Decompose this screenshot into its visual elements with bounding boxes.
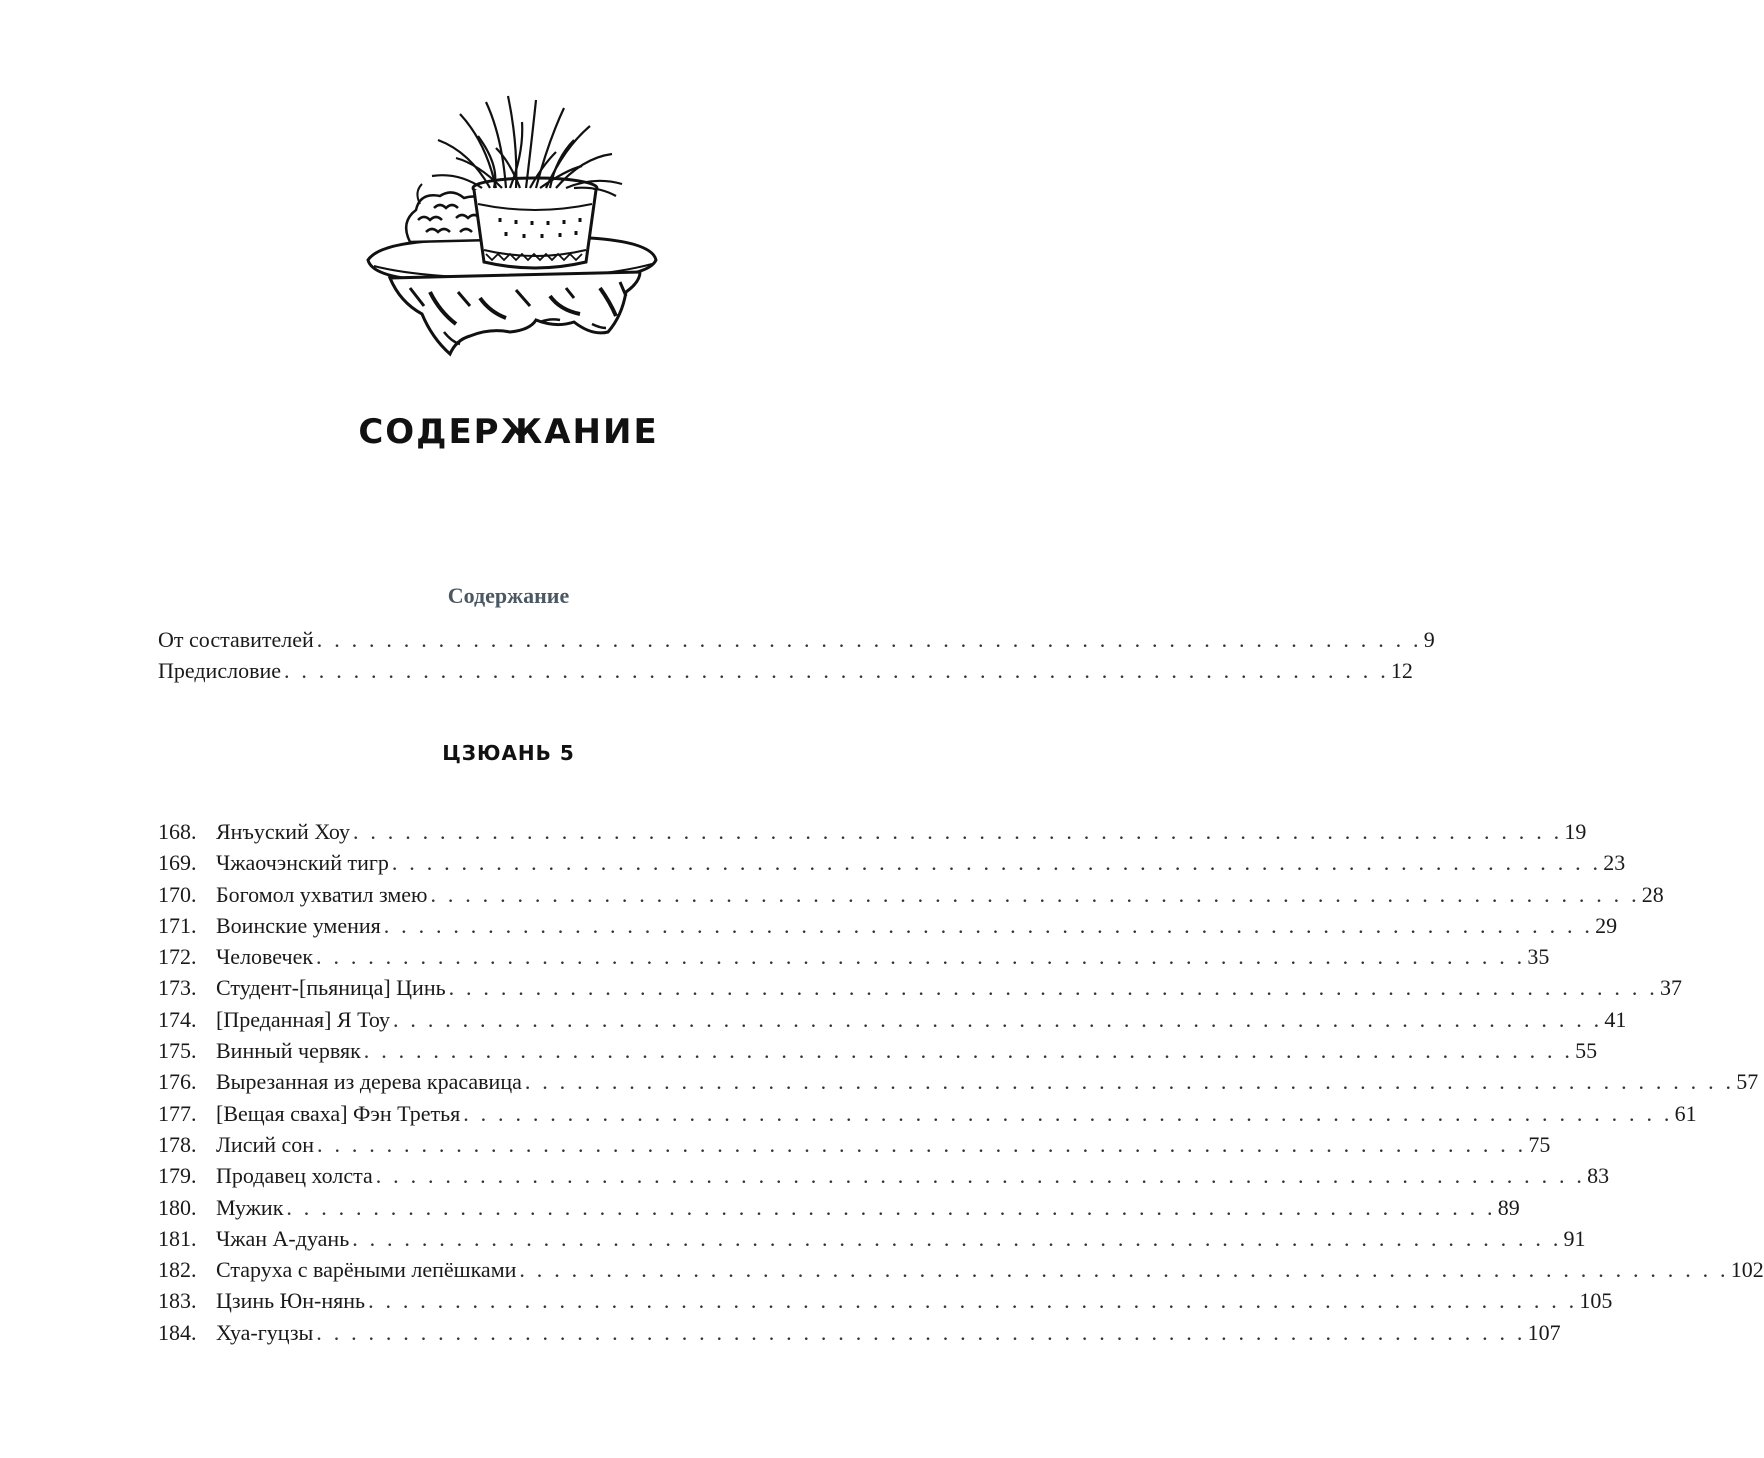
entry-page: 37 <box>1659 975 1682 1001</box>
entry-page: 28 <box>1641 881 1664 907</box>
entry-page: 89 <box>1497 1194 1520 1220</box>
dot-leader: . . . . . . . . . . . . . . . . . . . . . . . . . . . . . . . . . . . . . . . . . . . . . . . . . . . . . . . . . . . . . . . . . . . . . . <box>524 1069 1735 1095</box>
entry-page: 41 <box>1604 1006 1627 1032</box>
entry-title: Вырезанная из дерева красавица <box>216 1069 522 1095</box>
entry-number: 174. <box>158 1006 197 1032</box>
toc-entry[interactable] <box>158 816 1587 847</box>
entry-number: 182. <box>158 1257 197 1283</box>
toc-entry[interactable] <box>158 624 1435 655</box>
dot-leader: . . . . . . . . . . . . . . . . . . . . . . . . . . . . . . . . . . . . . . . . . . . . . . . . . . . . . . . . . . . . . . . . . . . . . . <box>448 975 1658 1001</box>
entry-number: 169. <box>158 850 197 876</box>
page-title: СОДЕРЖАНИЕ <box>358 412 659 452</box>
toc-entry[interactable] <box>158 1129 1551 1160</box>
dot-leader: . . . . . . . . . . . . . . . . . . . . . . . . . . . . . . . . . . . . . . . . . . . . . . . . . . . . . . . . . . . . . . . . . . . . . . <box>316 944 1526 970</box>
dot-leader: . . . . . . . . . . . . . . . . . . . . . . . . . . . . . . . . . . . . . . . . . . . . . . . . . . . . . . . . . . . . . . . . <box>316 627 1422 652</box>
entry-page: 91 <box>1563 1225 1586 1251</box>
entry-title: Янъуский Хоу <box>216 819 350 844</box>
entry-title: Лисий сон <box>216 1131 315 1157</box>
entry-title: [Преданная] Я Тоу <box>216 1006 391 1032</box>
entry-title: Продавец холста <box>216 1163 373 1189</box>
dot-leader: . . . . . . . . . . . . . . . . . . . . . . . . . . . . . . . . . . . . . . . . . . . . . . . . . . . . . . . . . . . . . . . . . . . . . . <box>368 1288 1578 1314</box>
entry-page: 61 <box>1674 1100 1697 1126</box>
dot-leader: . . . . . . . . . . . . . . . . . . . . . . . . . . . . . . . . . . . . . . . . . . . . . . . . . . . . . . . . . . . . . . . . . . . . . . <box>430 881 1640 907</box>
entry-title: Хуа-гуцзы <box>216 1319 314 1345</box>
toc-entry[interactable] <box>158 1004 1627 1035</box>
dot-leader: . . . . . . . . . . . . . . . . . . . . . . . . . . . . . . . . . . . . . . . . . . . . . . . . . . . . . . . . . . . . . . . . . . . . . . <box>393 1006 1603 1032</box>
entry-number: 176. <box>158 1069 197 1095</box>
dot-leader: . . . . . . . . . . . . . . . . . . . . . . . . . . . . . . . . . . . . . . . . . . . . . . . . . . . . . . . . . . . . . . . . . . . . . . <box>391 850 1602 876</box>
entry-title: [Вещая сваха] Фэн Третья <box>216 1100 461 1126</box>
entry-number: 183. <box>158 1288 197 1314</box>
entry-title: Мужик <box>216 1194 284 1220</box>
entry-number: 175. <box>158 1038 197 1064</box>
entry-title: Чжан А-дуань <box>216 1225 350 1251</box>
toc-entry[interactable] <box>158 655 1413 686</box>
entry-title: Чжаочэнский тигр <box>216 850 389 876</box>
entry-title: Студент-[пьяница] Цинь <box>216 975 446 1001</box>
dot-leader: . . . . . . . . . . . . . . . . . . . . . . . . . . . . . . . . . . . . . . . . . . . . . . . . . . . . . . . . . . . . . . . . . . . . . . <box>363 1038 1574 1064</box>
entry-number: 168. <box>158 819 197 844</box>
flower-pot <box>473 178 597 268</box>
toc-entry[interactable] <box>158 1254 1764 1285</box>
toc-entry[interactable] <box>158 1160 1610 1191</box>
entry-page: 75 <box>1528 1131 1551 1157</box>
entry-page: 12 <box>1390 658 1413 684</box>
entry-page: 9 <box>1423 627 1435 652</box>
front-matter-list <box>158 624 1435 687</box>
entry-number: 181. <box>158 1225 197 1251</box>
entry-number: 172. <box>158 944 197 970</box>
entry-number: 178. <box>158 1131 197 1157</box>
entry-number: 179. <box>158 1163 197 1189</box>
toc-entry[interactable] <box>158 941 1550 972</box>
toc-entries-list <box>158 816 1764 1348</box>
dot-leader: . . . . . . . . . . . . . . . . . . . . . . . . . . . . . . . . . . . . . . . . . . . . . . . . . . . . . . . . . . . . . . . . . . . . . . <box>383 912 1594 938</box>
dot-leader: . . . . . . . . . . . . . . . . . . . . . . . . . . . . . . . . . . . . . . . . . . . . . . . . . . . . . . . . . . . . . . . . . . . . . . <box>352 1225 1562 1251</box>
dot-leader: . . . . . . . . . . . . . . . . . . . . . . . . . . . . . . . . . . . . . . . . . . . . . . . . . . . . . . . . . . . . . . . . . . . . . . <box>519 1257 1729 1283</box>
toc-entry[interactable] <box>158 879 1664 910</box>
entry-number: 173. <box>158 975 197 1001</box>
toc-entry[interactable] <box>158 910 1618 941</box>
entry-title: Предисловие <box>158 658 281 684</box>
entry-number: 170. <box>158 881 197 907</box>
entry-page: 29 <box>1595 912 1618 938</box>
toc-entry[interactable] <box>158 1223 1586 1254</box>
entry-page: 105 <box>1579 1288 1613 1314</box>
toc-entry[interactable] <box>158 1098 1697 1129</box>
entry-number: 177. <box>158 1100 197 1126</box>
entry-page: 19 <box>1564 819 1587 844</box>
entry-number: 171. <box>158 912 197 938</box>
potted-plant-illustration <box>360 92 660 362</box>
dot-leader: . . . . . . . . . . . . . . . . . . . . . . . . . . . . . . . . . . . . . . . . . . . . . . . . . . . . . . . . . . . . . . . . . . . . . . <box>317 1131 1527 1157</box>
dot-leader: . . . . . . . . . . . . . . . . . . . . . . . . . . . . . . . . . . . . . . . . . . . . . . . . . . . . . . . . . . . . . . . . . . . . . . <box>286 1194 1496 1220</box>
entry-title: От составителей <box>158 627 314 652</box>
entry-page: 35 <box>1527 944 1550 970</box>
entry-number: 180. <box>158 1194 197 1220</box>
toc-entry[interactable] <box>158 847 1626 878</box>
toc-subheading: Содержание <box>447 583 570 608</box>
entry-page: 102 <box>1730 1257 1764 1283</box>
entry-page: 57 <box>1736 1069 1759 1095</box>
dot-leader: . . . . . . . . . . . . . . . . . . . . . . . . . . . . . . . . . . . . . . . . . . . . . . . . . . . . . . . . . . . . . . . . . . . . . . <box>353 819 1563 844</box>
entry-page: 83 <box>1587 1163 1610 1189</box>
entry-title: Богомол ухватил змею <box>216 881 428 907</box>
entry-page: 23 <box>1603 850 1626 876</box>
plant-leaves <box>432 96 622 196</box>
toc-entry[interactable] <box>158 972 1682 1003</box>
toc-entry[interactable] <box>158 1317 1561 1348</box>
entry-title: Человечек <box>216 944 314 970</box>
toc-entry[interactable] <box>158 1066 1759 1097</box>
entry-page: 107 <box>1527 1319 1561 1345</box>
dot-leader: . . . . . . . . . . . . . . . . . . . . . . . . . . . . . . . . . . . . . . . . . . . . . . . . . . . . . . . . . . . . . . . . . . . . . . <box>463 1100 1673 1126</box>
entry-number: 184. <box>158 1319 197 1345</box>
toc-entry[interactable] <box>158 1285 1613 1316</box>
entry-title: Старуха с варёными лепёшками <box>216 1257 517 1283</box>
toc-entry[interactable] <box>158 1192 1520 1223</box>
entry-page: 55 <box>1575 1038 1598 1064</box>
section-title: ЦЗЮАНЬ 5 <box>442 741 575 765</box>
dot-leader: . . . . . . . . . . . . . . . . . . . . . . . . . . . . . . . . . . . . . . . . . . . . . . . . . . . . . . . . . . . . . . . . . . . . . . <box>375 1163 1586 1189</box>
entry-title: Цзинь Юн-нянь <box>216 1288 366 1314</box>
dot-leader: . . . . . . . . . . . . . . . . . . . . . . . . . . . . . . . . . . . . . . . . . . . . . . . . . . . . . . . . . . . . . . . . . . . . . . <box>316 1319 1526 1345</box>
toc-entry[interactable] <box>158 1035 1598 1066</box>
entry-title: Воинские умения <box>216 912 381 938</box>
dot-leader: . . . . . . . . . . . . . . . . . . . . . . . . . . . . . . . . . . . . . . . . . . . . . . . . . . . . . . . . . . . . . . . . <box>284 658 1389 684</box>
entry-title: Винный червяк <box>216 1038 361 1064</box>
